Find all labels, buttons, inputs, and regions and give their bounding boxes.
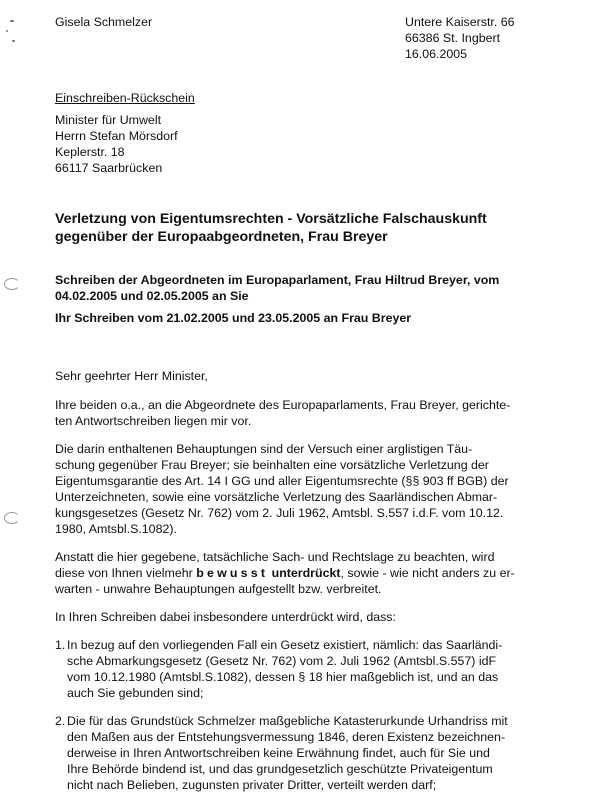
point-line: In bezug auf den vorliegenden Fall ein Gesetz existiert, nämlich: das Saarländi- <box>67 638 503 652</box>
reference-letters-sent: Ihr Schreiben vom 21.02.2005 und 23.05.2005 an Frau Breyer <box>55 311 412 325</box>
sender-name: Gisela Schmelzer <box>55 15 153 29</box>
paragraph-line: warten - unwahre Behauptungen aufgestellt bzw. verbreitet. <box>55 582 382 596</box>
paragraph-3 <box>55 549 555 597</box>
text-run: diese von Ihnen vielmehr <box>55 566 197 580</box>
point-text <box>67 713 555 793</box>
paragraph-line: 1980, Amtsbl.S.1082). <box>55 522 177 536</box>
paragraph-line: ten Antwortschreiben liegen mir vor. <box>55 414 252 428</box>
scan-speck <box>10 20 14 22</box>
paragraph-line-emphasis <box>55 565 555 581</box>
point-item <box>55 637 555 701</box>
emphasis-bold: unterdrückt <box>268 566 341 580</box>
paragraph-1 <box>55 397 555 429</box>
paragraph-line: Die darin enthaltenen Behauptungen sind der Versuch einer arglistigen Täu- <box>55 442 473 456</box>
delivery-method: Einschreiben-Rückschein <box>55 91 195 105</box>
subject-heading <box>55 210 555 246</box>
emphasis-spaced: bewusst <box>196 566 269 580</box>
point-line: Die für das Grundstück Schmelzer maßgebliche Katasterurkunde Urhandriss mit <box>67 714 508 728</box>
point-line: den Maßen aus der Entstehungsvermessung 1846, deren Existenz bezeichnen- <box>67 730 506 744</box>
recipient-line-4: 66117 Saarbrücken <box>55 161 163 175</box>
recipient-line-3: Keplerstr. 18 <box>55 145 125 159</box>
letter-date: 16.06.2005 <box>405 47 468 61</box>
paragraph-line: Anstatt die hier gegebene, tatsächliche Sach- und Rechtslage zu beachten, wird <box>55 550 495 564</box>
reference-line-2: 04.02.2005 und 02.05.2005 an Sie <box>55 289 249 303</box>
point-number: 1. <box>55 638 66 652</box>
paragraph-line: schung gegenüber Frau Breyer; sie beinhalten eine vorsätzliche Verletzung der <box>55 458 489 472</box>
recipient-address <box>55 90 195 176</box>
sender-city: 66386 St. Ingbert <box>405 31 501 45</box>
point-item <box>55 713 555 793</box>
paragraph-line: kungsgesetzes (Gesetz Nr. 762) vom 2. Juli 1962, Amtsbl. S.557 i.d.F. vom 10.12. <box>55 506 504 520</box>
text-run: , sowie - wie nicht anders zu er- <box>340 566 515 580</box>
point-line: sche Abmarkungsgesetz (Gesetz Nr. 762) vom 2. Juli 1962 (Amtsbl.S.557) idF <box>67 654 497 668</box>
paragraph-line: Unterzeichneten, sowie eine vorsätzliche Verletzung des Saarländischen Abmar- <box>55 490 498 504</box>
salutation: Sehr geehrter Herr Minister, <box>55 369 208 383</box>
paragraph-line: Eigentumsgarantie des Art. 14 I GG und aller Eigentumsrechte (§§ 903 ff BGB) der <box>55 474 509 488</box>
point-line: nicht nach Belieben, zugunsten privater Dritter, verteilt werden darf; <box>67 778 437 792</box>
scan-speck <box>6 30 8 32</box>
point-line: auch Sie gebunden sind; <box>67 686 204 700</box>
punch-hole-mark <box>4 278 20 290</box>
paragraph-2 <box>55 441 555 537</box>
sender-address <box>405 14 515 62</box>
numbered-points <box>55 637 555 793</box>
paragraph-4: In Ihren Schreiben dabei insbesondere unterdrückt wird, dass: <box>55 610 396 624</box>
point-text <box>67 637 555 701</box>
sender-street: Untere Kaiserstr. 66 <box>405 15 515 29</box>
reference-letters-received <box>55 272 575 304</box>
point-line: vom 10.12.1980 (Amtsbl.S.1082), dessen § 18 hier maßgeblich ist, und an das <box>67 670 499 684</box>
reference-line-1: Schreiben der Abgeordneten im Europaparlament, Frau Hiltrud Breyer, vom <box>55 273 500 287</box>
recipient-line-2: Herrn Stefan Mörsdorf <box>55 129 178 143</box>
point-line: Ihre Behörde bindend ist, und das grundgesetzlich geschützte Privateigentum <box>67 762 493 776</box>
scan-speck <box>12 40 15 42</box>
letter-body <box>55 368 555 805</box>
recipient-line-1: Minister für Umwelt <box>55 113 162 127</box>
point-line: derweise in Ihren Antwortschreiben keine Erwähnung findet, auch für Sie und <box>67 746 490 760</box>
point-number: 2. <box>55 714 66 728</box>
subject-line-2: gegenüber der Europaabgeordneten, Frau Breyer <box>55 229 388 245</box>
punch-hole-mark <box>4 512 20 524</box>
paragraph-line: Ihre beiden o.a., an die Abgeordnete des Europaparlaments, Frau Breyer, gerichte- <box>55 398 511 412</box>
subject-line-1: Verletzung von Eigentumsrechten - Vorsätzliche Falschauskunft <box>55 211 487 227</box>
